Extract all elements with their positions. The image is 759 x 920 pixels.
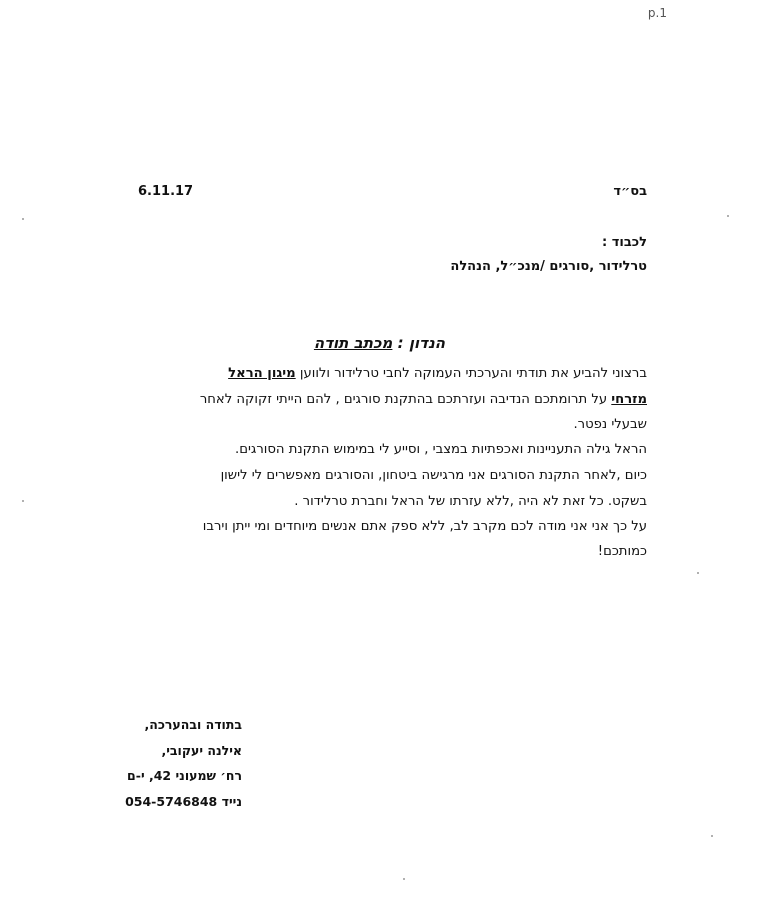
body-line-5: כיום ,לאחר התקנת הסורגים אני מרגישה ביטחון, והסורגים מאפשרים לי לישון xyxy=(220,468,647,483)
body-line-6: בשקט. כל זאת לא היה ,ללא עזרתו של הראל וחברת טרלידור . xyxy=(294,494,647,509)
scan-speck xyxy=(22,218,24,220)
body-line-1 xyxy=(228,366,647,381)
phone-number: 054-5746848 xyxy=(125,794,218,809)
scan-speck xyxy=(711,835,713,837)
scan-speck xyxy=(22,500,24,502)
scan-speck xyxy=(697,572,699,574)
body-line-7: על כך אני אני מודה לכם מקרב לב, ללא ספק אתם אנשים מיוחדים ומי ייתן וירבו xyxy=(202,519,647,534)
body-line-3: שבעלי נפטר. xyxy=(573,417,647,432)
body-line-4: הראל גילה התעניינות ואכפתיות במצבי , וסייע לי במימוש התקנת הסורגים. xyxy=(235,442,647,457)
signature-name: אילנה יעקובי, xyxy=(161,743,242,758)
signature-phone-line xyxy=(125,794,242,809)
to-label: לכבוד : xyxy=(602,235,647,250)
page-number: p.1 xyxy=(647,6,667,20)
subject-line xyxy=(0,334,759,352)
body-text: על תרומתכם הנדיבה ועזרתכם בהתקנת סורגים , להם הייתי זקוקה לאחר xyxy=(199,392,612,407)
body-line-2 xyxy=(200,392,647,407)
body-line-8: כמותכם! xyxy=(597,544,647,559)
signature-address: רח׳ שמעוני 42, י-ם xyxy=(127,768,242,783)
bsd-header: בס״ד xyxy=(613,184,647,199)
scan-speck xyxy=(403,878,405,880)
highlighted-name: מזרחי xyxy=(611,392,647,407)
subject-title: מכתב תודה xyxy=(313,334,393,352)
phone-label: נייד xyxy=(221,794,242,809)
body-text: ברצוני להביע את תודתי והערכתי העמוקה לחבי טרלידור ולווען xyxy=(295,366,647,381)
highlighted-name: מיגון הראל xyxy=(228,366,296,381)
scan-speck xyxy=(727,215,729,217)
recipient-line: טרלידור ,סורגים /מנכ״ל, הנהלה xyxy=(450,259,647,274)
letter-date: 6.11.17 xyxy=(138,184,194,199)
signature-closing: בתודה ובהערכה, xyxy=(144,717,242,732)
subject-prefix: הנדון : xyxy=(397,334,446,352)
